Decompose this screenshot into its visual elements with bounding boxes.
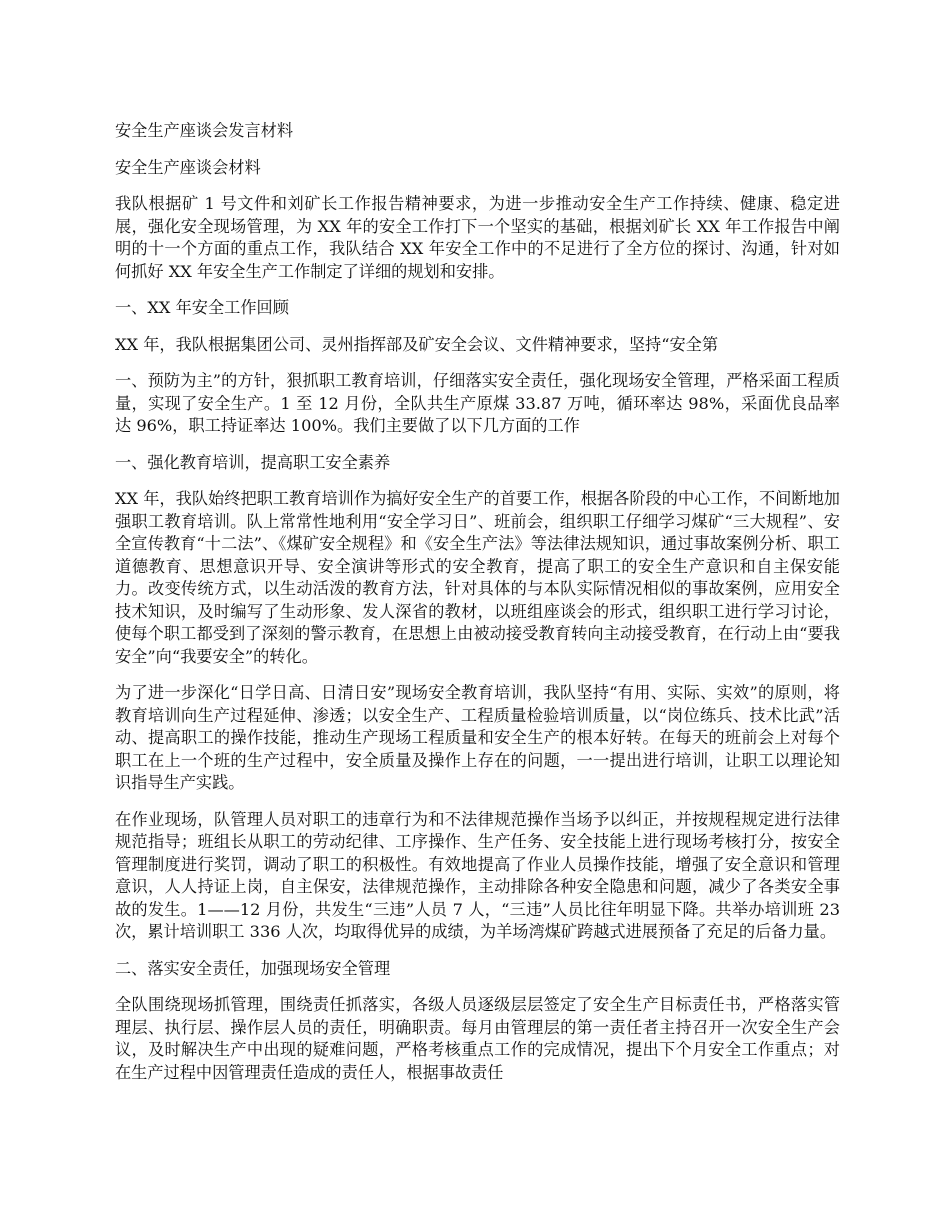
document-page (115, 120, 840, 1098)
document-subtitle: 安全生产座谈会材料 (115, 157, 261, 177)
paragraph: 一、预防为主”的方针，狠抓职工教育培训，仔细落实安全责任，强化现场安全管理，严格采面工程质量，实现了安全生产。1 至 12 月份，全队共生产原煤 33.87 万吨，循环率达 98%，采面优良品率达 96%，职工持证率达 100%。我们主要做了以下几方面的工作 (115, 371, 840, 435)
paragraph: 我队根据矿 1 号文件和刘矿长工作报告精神要求，为进一步推动安全生产工作持续、健康、稳定进展，强化安全现场管理，为 XX 年的安全工作打下一个坚实的基础，根据刘矿长 XX 年工作报告中阐明的十一个方面的重点工作，我队结合 XX 年安全工作中的不足进行了全方位的探讨、沟通，针对如何抓好 XX 年安全生产工作制定了详细的规划和安排。 (115, 194, 840, 281)
paragraph: 为了进一步深化“日学日高、日清日安”现场安全教育培训，我队坚持“有用、实际、实效”的原则，将教育培训向生产过程延伸、渗透；以安全生产、工程质量检验培训质量，以“岗位练兵、技术比武”活动、提高职工的操作技能，推动生产现场工程质量和安全生产的根本好转。在每天的班前会上对每个职工在上一个班的生产过程中，安全质量及操作上存在的问题，一一提出进行培训，让职工以理论知识指导生产实践。 (115, 683, 840, 792)
section-heading: 一、强化教育培训，提高职工安全素养 (115, 452, 391, 472)
section-heading: 二、落实安全责任，加强现场安全管理 (115, 958, 391, 978)
paragraph: XX 年，我队始终把职工教育培训作为搞好安全生产的首要工作，根据各阶段的中心工作，不间断地加强职工教育培训。队上常常性地利用“安全学习日”、班前会，组织职工仔细学习煤矿“三大规程”、安全宣传教育“十二法”、《煤矿安全规程》和《安全生产法》等法律法规知识，通过事故案例分析、职工道德教育、思想意识开导、安全演讲等形式的安全教育，提高了职工的安全生产意识和自主保安能力。改变传统方式，以生动活泼的教育方法，针对具体的与本队实际情况相似的事故案例，应用安全技术知识，及时编写了生动形象、发人深省的教材，以班组座谈会的形式，组织职工进行学习讨论，使每个职工都受到了深刻的警示教育，在思想上由被动接受教育转向主动接受教育，在行动上由“要我安全”向“我要安全”的转化。 (115, 489, 840, 666)
paragraph: XX 年，我队根据集团公司、灵州指挥部及矿安全会议、文件精神要求，坚持“安全第 (115, 334, 719, 354)
section-heading: 一、XX 年安全工作回顾 (115, 298, 289, 317)
document-title: 安全生产座谈会发言材料 (115, 121, 294, 140)
paragraph: 在作业现场，队管理人员对职工的违章行为和不法律规范操作当场予以纠正，并按规程规定进行法律规范指导；班组长从职工的劳动纪律、工序操作、生产任务、安全技能上进行现场考核打分，按安全管理制度进行奖罚，调动了职工的积极性。有效地提高了作业人员操作技能，增强了安全意识和管理意识，人人持证上岗，自主保安，法律规范操作，主动排除各种安全隐患和问题，减少了各类安全事故的发生。1——12 月份，共发生“三违”人员 7 人，“三违”人员比往年明显下降。共举办培训班 23 次，累计培训职工 336 人次，均取得优异的成绩，为羊场湾煤矿跨越式进展预备了充足的后备力量。 (115, 809, 840, 941)
paragraph: 全队围绕现场抓管理，围绕责任抓落实，各级人员逐级层层签定了安全生产目标责任书，严格落实管理层、执行层、操作层人员的责任，明确职责。每月由管理层的第一责任者主持召开一次安全生产会议，及时解决生产中出现的疑难问题，严格考核重点工作的完成情况，提出下个月安全工作重点；对在生产过程中因管理责任造成的责任人，根据事故责任 (115, 995, 840, 1082)
